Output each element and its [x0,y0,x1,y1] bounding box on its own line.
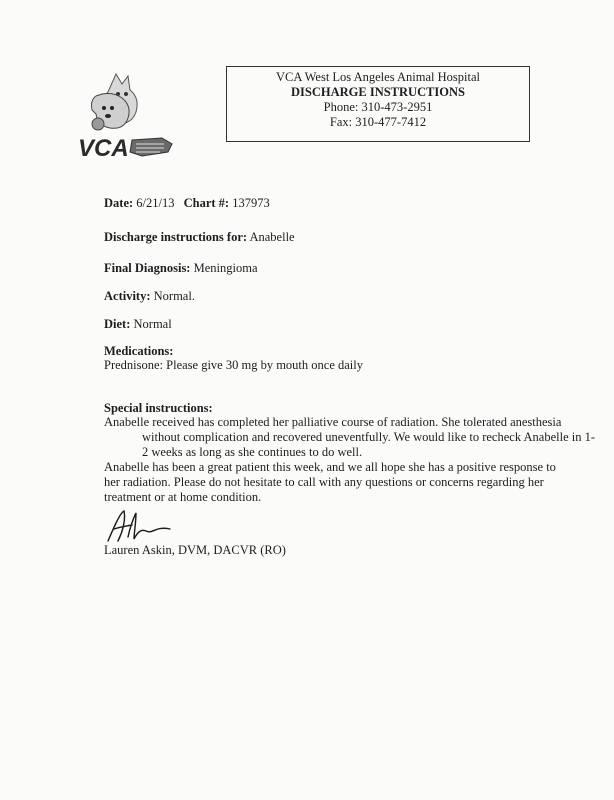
signer-name: Lauren Askin, DVM, DACVR (RO) [104,543,286,557]
diet-line [104,317,172,332]
patient-name: Anabelle [249,230,295,244]
date-value: 6/21/13 [136,196,175,210]
activity-line [104,289,195,304]
special-heading [104,401,213,416]
special-paragraph-2: Anabelle has been a great patient this week, and we all hope she has a positive response to her radiation. Please do not hesitate to call with any questions or concerns regarding her treatment or at home condition. [104,460,556,504]
medications-label: Medications: [104,344,174,358]
activity-value: Normal. [153,289,195,303]
activity-label: Activity: [104,289,151,303]
hospital-header-box [226,66,530,142]
document-title: DISCHARGE INSTRUCTIONS [291,85,465,99]
special-instructions-label: Special instructions: [104,401,213,415]
vca-logo [76,66,180,162]
chart-label: Chart #: [183,196,230,210]
hospital-name: VCA West Los Angeles Animal Hospital [276,70,480,84]
vca-logo-text: VCA [78,135,129,162]
diet-label: Diet: [104,317,131,331]
phone-number: Phone: 310-473-2951 [323,100,433,114]
fax-number: Fax: 310-477-7412 [329,115,427,129]
medications-line [104,358,363,373]
medications-heading [104,344,173,359]
medications-value: Prednisone: Please give 30 mg by mouth once daily [104,358,363,372]
diagnosis-value: Meningioma [193,261,258,275]
diagnosis-label: Final Diagnosis: [104,261,191,275]
patient-line [104,230,295,245]
date-label: Date: [104,196,134,210]
chart-value: 137973 [232,196,270,210]
diet-value: Normal [133,317,172,331]
diagnosis-line [104,261,258,276]
discharge-for-label: Discharge instructions for: [104,230,248,244]
date-chart-line [104,196,270,211]
handwritten-signature [104,507,174,547]
special-paragraph-1: Anabelle received has completed her palliative course of radiation. She tolerated anesthesia without complication and recovered uneventfully. We would like to recheck Anabelle in 1-2 weeks as long as she continues to do well. [104,415,596,459]
